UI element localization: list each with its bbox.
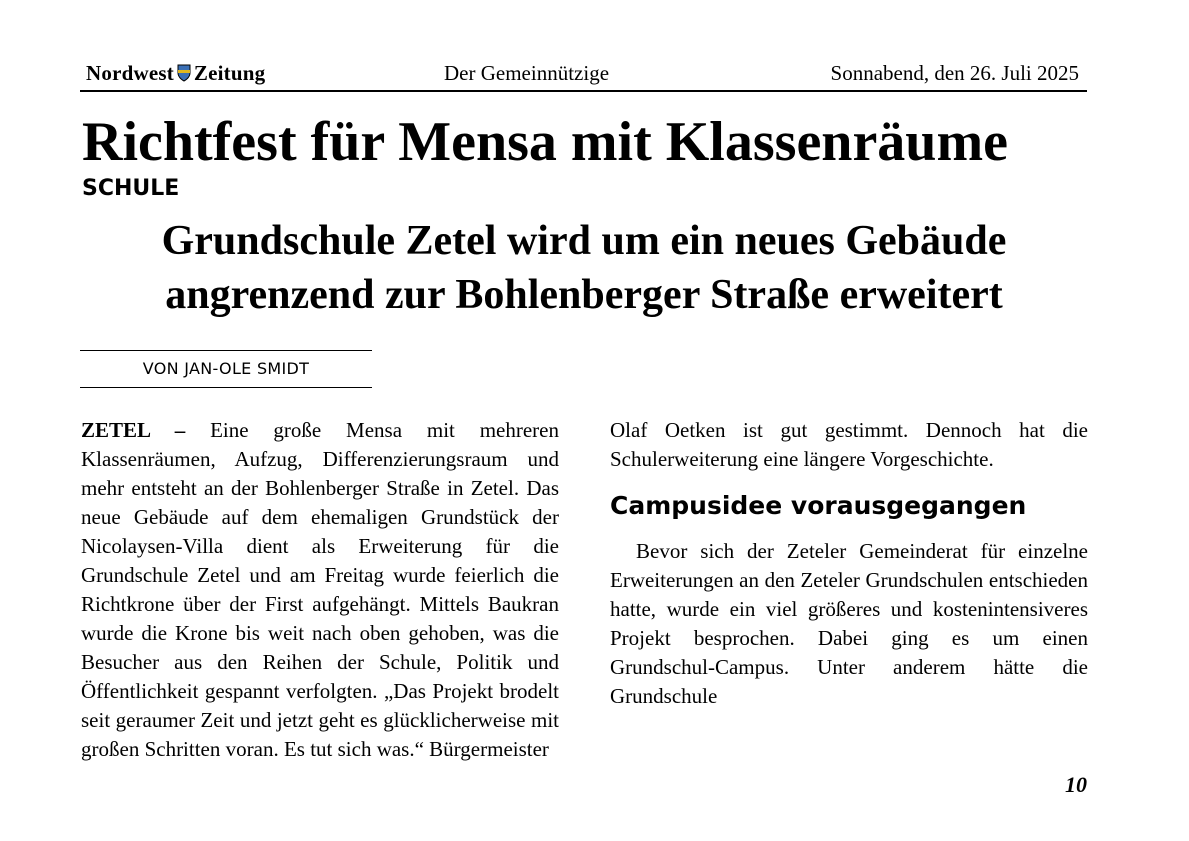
article-byline: VON JAN-OLE SMIDT [80, 350, 372, 388]
section-heading: Campusidee vorausgegangen [610, 491, 1027, 520]
brand-right: Zeitung [193, 61, 266, 85]
issue-date: Sonnabend, den 26. Juli 2025 [830, 61, 1079, 85]
article-subheadline: Grundschule Zetel wird um ein neues Gebäude angrenzend zur Bohlenberger Straße erweitert [161, 218, 1007, 318]
page-number: 10 [1065, 772, 1087, 797]
newspaper-logo [86, 61, 265, 88]
dateline: ZETEL – [81, 418, 186, 442]
paragraph-1-continued: Olaf Oetken ist gut gestimmt. Dennoch hat die Schulerweiterung eine längere Vorgeschichte. [610, 418, 1088, 471]
article-kicker: SCHULE [82, 176, 180, 201]
article-paragraph-2: Bevor sich der Zeteler Gemeinderat für einzelne Erweiterungen an den Zeteler Grundschulen entschieden hatte, wurde ein viel größeres und kostenintensiveres Projekt besprochen. Dabei ging es um einen Grundschul-Campus. Unter anderem hätte die Grundschule [610, 539, 1088, 708]
article-column-left [81, 416, 559, 764]
article-paragraph-1 [81, 416, 559, 764]
coat-of-arms-icon [177, 63, 191, 88]
section-name: Der Gemeinnützige [444, 61, 610, 85]
masthead [80, 58, 1087, 92]
brand-left: Nordwest [86, 61, 174, 85]
article-headline: Richtfest für Mensa mit Klassenräume [82, 111, 1008, 173]
paragraph-1-text: Eine große Mensa mit mehreren Klassenräumen, Aufzug, Differenzierungsraum und mehr entsteht an der Bohlenberger Straße in Zetel. Das neue Gebäude auf dem ehemaligen Grundstück der Nicolaysen-Villa dient als Erweiterung für die Grundschule Zetel und am Freitag wurde feierlich die Richtkrone über der First aufgehängt. Mittels Baukran wurde die Krone bis weit nach oben gehoben, was die Besucher aus den Reihen der Schule, Politik und Öffentlichkeit gespannt verfolgten. „Das Projekt brodelt seit geraumer Zeit und jetzt geht es glücklicherweise mit großen Schritten voran. Es tut sich was.“ Bürgermeister [81, 418, 559, 761]
article-column-right [610, 416, 1088, 711]
